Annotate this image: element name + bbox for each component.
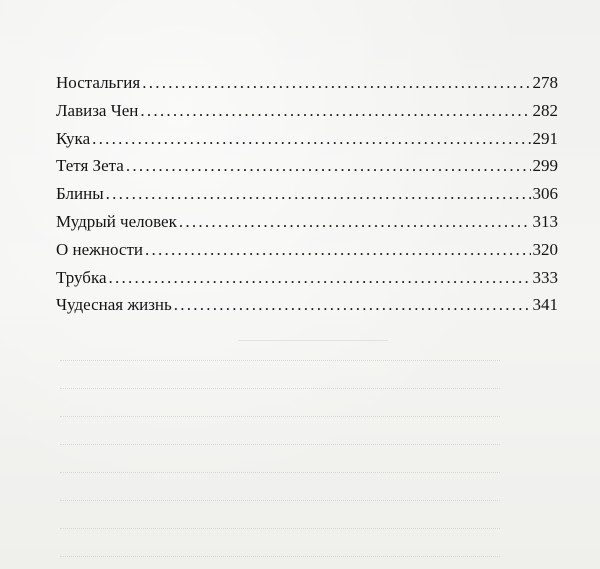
toc-entry <box>56 184 558 212</box>
toc-entry <box>56 212 558 240</box>
toc-entry <box>56 129 558 157</box>
toc-entry-page: 333 <box>532 267 558 287</box>
toc-entry-page: 313 <box>532 211 558 231</box>
toc-entry <box>56 240 558 268</box>
toc-entry <box>56 295 558 323</box>
dot-leader <box>174 295 531 315</box>
toc-entry-page: 278 <box>532 73 558 92</box>
dot-leader <box>142 73 530 93</box>
toc-entry-page: 282 <box>532 100 558 120</box>
toc-entry-page: 299 <box>532 156 558 176</box>
toc-entry-title: Ностальгия <box>56 73 141 92</box>
table-of-contents <box>56 73 558 323</box>
toc-entry <box>56 73 558 101</box>
toc-entry <box>56 268 558 296</box>
toc-entry-page: 341 <box>532 295 558 315</box>
bleed-through-area <box>0 320 600 569</box>
dot-leader <box>92 129 530 149</box>
toc-entry-title: Трубка <box>56 267 107 287</box>
dot-leader <box>109 268 531 288</box>
dot-leader <box>106 184 531 204</box>
dot-leader <box>140 101 530 121</box>
toc-entry-title: Блины <box>56 184 104 204</box>
toc-entry-title: Чудесная жизнь <box>56 295 172 315</box>
toc-entry-title: О нежности <box>56 239 144 259</box>
dot-leader <box>179 212 531 232</box>
toc-entry-title: Мудрый человек <box>56 211 177 231</box>
toc-entry <box>56 156 558 184</box>
dot-leader <box>145 240 530 260</box>
dot-leader <box>126 156 531 176</box>
toc-entry-page: 320 <box>532 239 558 259</box>
toc-entry-title: Кука <box>56 128 91 148</box>
toc-entry-title: Лавиза Чен <box>56 100 139 120</box>
toc-entry-page: 306 <box>532 184 558 204</box>
toc-entry-page: 291 <box>532 128 558 148</box>
toc-entry-title: Тетя Зета <box>56 156 124 176</box>
toc-entry <box>56 101 558 129</box>
